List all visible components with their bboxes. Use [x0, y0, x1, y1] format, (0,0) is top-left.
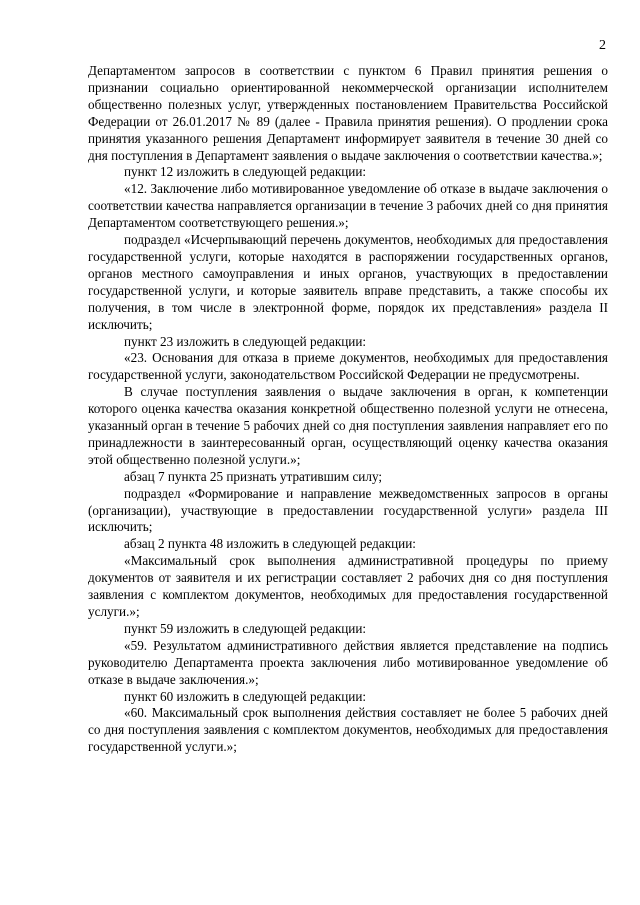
page-number: 2: [599, 38, 606, 53]
paragraph: В случае поступления заявления о выдаче заключения в орган, к компетенции которого оценка качества оказания конкретной общественно полезной услуги не отнесена, указанный орган в течение 5 рабочих дней со дня поступления заявления направляет его по принадлежности в заинтересованный орган, осуществляющий оценку качества оказания этой общественно полезной услуги.»;: [88, 384, 608, 467]
paragraph: «59. Результатом административного действия является представление на подпись руководителю Департамента проекта заключения либо мотивированное уведомление об отказе в выдаче заключения.»;: [88, 637, 608, 687]
paragraph: «Максимальный срок выполнения административной процедуры по приему документов от заявителя и их регистрации составляет 2 рабочих дня со дня поступления заявления с комплектом документов, необходимых для предоставления государственной услуги.»;: [88, 553, 608, 619]
paragraph: подраздел «Исчерпывающий перечень документов, необходимых для предоставления государственной услуги, которые находятся в распоряжении государственных органов, органов местного самоуправления и иных органов, участвующих в предоставлении государственной услуги, и которые заявитель вправе представить, а также способы их получения, в том числе в электронной форме, порядок их представления» раздела II исключить;: [88, 232, 608, 332]
paragraph: абзац 7 пункта 25 признать утратившим силу;: [124, 468, 383, 484]
paragraph: пункт 59 изложить в следующей редакции:: [124, 620, 367, 636]
paragraph: «12. Заключение либо мотивированное уведомление об отказе в выдаче заключения о соответствии качества направляется организации в течение 3 рабочих дней со дня принятия Департаментом соответствующего решения.»;: [88, 181, 608, 231]
paragraph: «60. Максимальный срок выполнения действия составляет не более 5 рабочих дней со дня поступления заявления с комплектом документов, необходимых для предоставления государственной услуги.»;: [88, 705, 608, 755]
paragraph: пункт 12 изложить в следующей редакции:: [124, 164, 367, 180]
paragraph: пункт 60 изложить в следующей редакции:: [124, 688, 367, 704]
paragraph: Департаментом запросов в соответствии с пунктом 6 Правил принятия решения о признании социально ориентированной некоммерческой организации исполнителем общественно полезных услуг, утвержденных постановлением Правительства Российской Федерации от 26.01.2017 № 89 (далее - Правила принятия решения). О продлении срока принятия указанного решения Департамент информирует заявителя в течение 30 дней со дня поступления в Департамент заявления о выдаче заключения о соответствии качества.»;: [88, 63, 608, 163]
paragraph: подраздел «Формирование и направление межведомственных запросов в органы (организации), участвующие в предоставлении государственной услуги» раздела III исключить;: [88, 485, 608, 535]
document-body: [88, 63, 608, 756]
paragraph: пункт 23 изложить в следующей редакции:: [124, 333, 367, 349]
paragraph: «23. Основания для отказа в приеме документов, необходимых для предоставления государственной услуги, законодательством Российской Федерации не предусмотрены.: [88, 350, 608, 383]
paragraph: абзац 2 пункта 48 изложить в следующей редакции:: [124, 536, 416, 552]
